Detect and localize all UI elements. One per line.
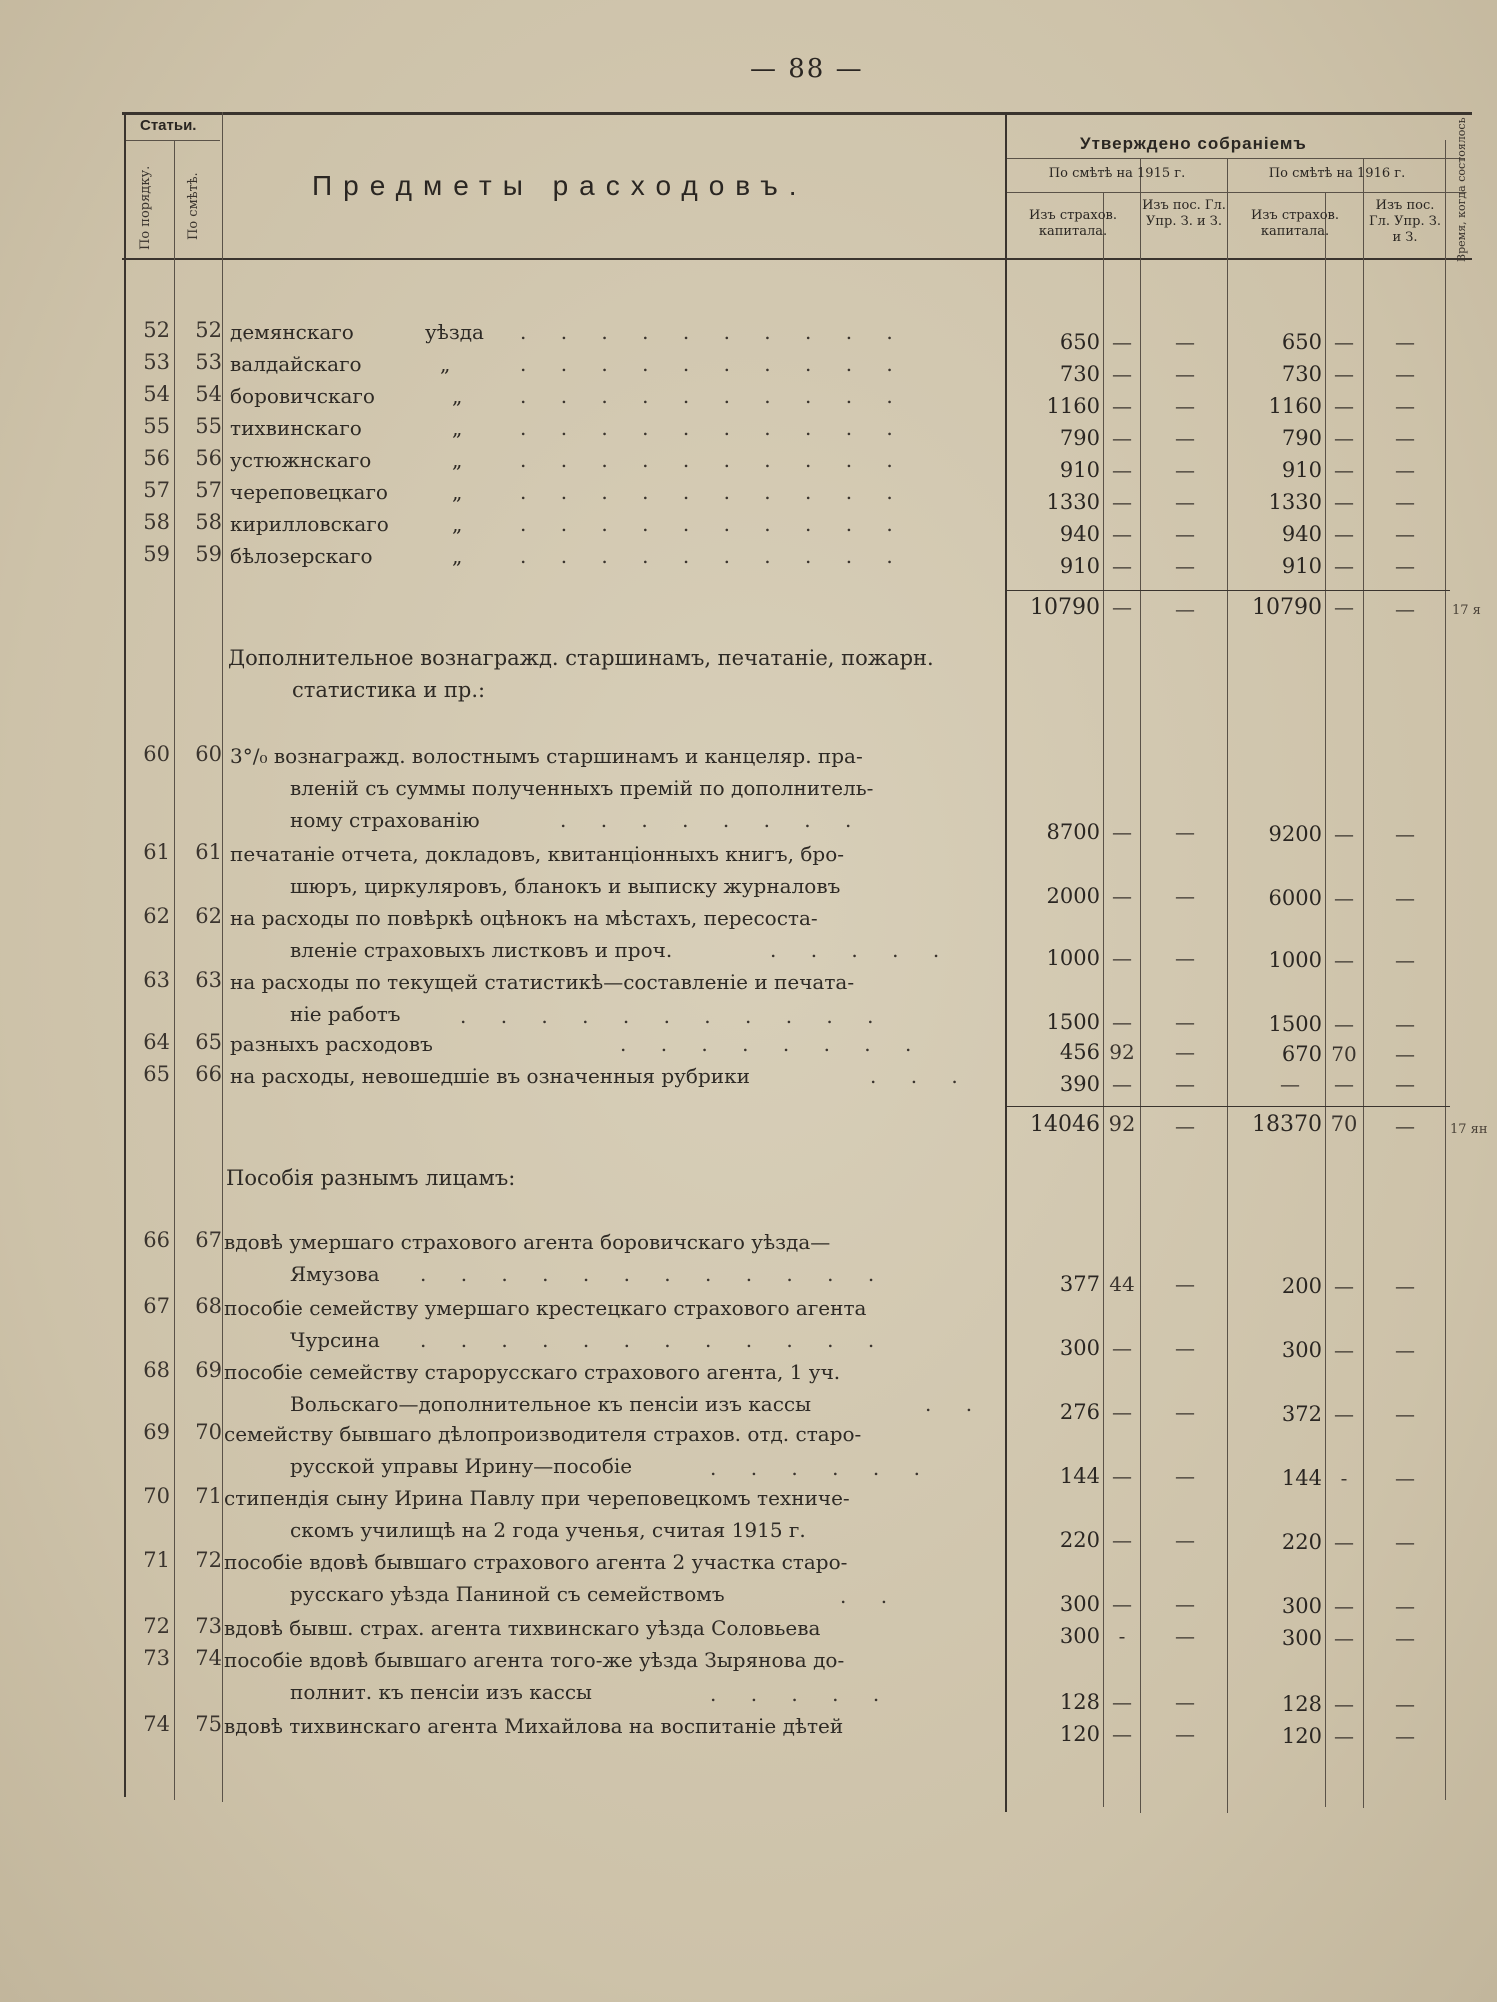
pos-1916: — [1395, 554, 1415, 578]
row-number: 52 [143, 318, 170, 342]
row-number: 57 [143, 478, 170, 502]
row-sub: „ [452, 416, 463, 440]
row-sub: „ [452, 448, 463, 472]
pos-1916: — [1395, 490, 1415, 514]
row-smeta-number: 53 [195, 350, 222, 374]
row-smeta-number: 70 [195, 1420, 222, 1444]
row-smeta-number: 67 [195, 1228, 222, 1252]
row-number: 62 [143, 904, 170, 928]
pos-1916: — [1395, 1530, 1415, 1554]
amount-1916: 9200 [1268, 822, 1322, 846]
amount-1916: 6000 [1268, 886, 1322, 910]
kop-1916: — [1334, 1724, 1354, 1748]
total-pos-1915: — [1175, 1114, 1195, 1138]
amount-1915: 1000 [1046, 946, 1100, 970]
row-sub: „ [440, 352, 451, 376]
pos-1916: — [1395, 1724, 1415, 1748]
amount-1916: 910 [1281, 554, 1322, 578]
section-heading: Дополнительное вознагражд. старшинамъ, печатаніе, пожарн. [228, 646, 934, 670]
row-number: 58 [143, 510, 170, 534]
pos-1916: — [1395, 1692, 1415, 1716]
kop-1915: — [1112, 884, 1132, 908]
amount-1915: 128 [1059, 1690, 1100, 1714]
kop-1916: — [1334, 330, 1354, 354]
row-number: 59 [143, 542, 170, 566]
kop-1915: — [1112, 1400, 1132, 1424]
pos-1915: — [1175, 884, 1195, 908]
row-text: устюжнскаго [230, 448, 372, 472]
kop-1915: — [1112, 554, 1132, 578]
row-smeta-number: 65 [195, 1030, 222, 1054]
kop-1916: — [1334, 490, 1354, 514]
row-smeta-number: 71 [195, 1484, 222, 1508]
amount-1916: 650 [1281, 330, 1322, 354]
table-title: Предметы расходовъ. [312, 170, 808, 201]
kop-1915: — [1112, 490, 1132, 514]
kop-1915: — [1112, 1336, 1132, 1360]
subtotal-rule [1005, 1106, 1450, 1107]
kop-1915: — [1112, 1464, 1132, 1488]
pos-1916: — [1395, 330, 1415, 354]
kop-1916: — [1334, 1594, 1354, 1618]
row-text: на расходы по текущей статистикѣ—составленіе и печата- [230, 970, 855, 994]
leader-dots: . . . . . . . . . . . . [420, 1262, 889, 1286]
row-smeta-number: 56 [195, 446, 222, 470]
col-divider-6 [1445, 140, 1446, 1800]
row-number: 54 [143, 382, 170, 406]
row-text: на расходы по повѣркѣ оцѣнокъ на мѣстахъ, пересоста- [230, 906, 818, 930]
row-number: 65 [143, 1062, 170, 1086]
col-smete-header: По смѣтѣ. [186, 172, 201, 240]
pos-1916: — [1395, 1402, 1415, 1426]
row-smeta-number: 55 [195, 414, 222, 438]
row-text: пособіе семейству старорусскаго страхового агента, 1 уч. [224, 1360, 841, 1384]
row-sub: „ [452, 544, 463, 568]
amount-1916: 1330 [1268, 490, 1322, 514]
row-text: семейству бывшаго дѣлопроизводителя страхов. отд. старо- [224, 1422, 862, 1446]
amount-1915: 220 [1059, 1528, 1100, 1552]
pos-1916: — [1395, 1042, 1415, 1066]
leader-dots: . . . . . . . . . . [520, 416, 907, 440]
row-text: на расходы, невошедшіе въ означенныя рубрики [230, 1064, 750, 1088]
kop-1915: — [1112, 1072, 1132, 1096]
col-pos-1915: Изъ пос. Гл. Упр. З. и З. [1142, 198, 1226, 229]
kop-1916: — [1334, 394, 1354, 418]
total-kop-1915: — [1112, 595, 1132, 619]
kop-1915: — [1112, 426, 1132, 450]
leader-dots: . . . . . . [710, 1456, 934, 1480]
pos-1915: — [1175, 1072, 1195, 1096]
kop-1916: - [1340, 1466, 1348, 1490]
col-divider-2 [222, 112, 223, 1802]
kop-1916: — [1334, 458, 1354, 482]
row-text: вдовѣ умершаго страхового агента боровичскаго уѣзда— [224, 1230, 831, 1254]
col-divider-4 [1227, 158, 1228, 1813]
margin-note: 17 я [1452, 603, 1481, 618]
row-text: пособіе вдовѣ бывшаго агента того-же уѣзда Зырянова до- [224, 1648, 845, 1672]
row-text: пособіе вдовѣ бывшаго страхового агента 2 участка старо- [224, 1550, 848, 1574]
col-strakh-1916: Изъ страхов. капитала. [1251, 208, 1339, 239]
col-poryadku-header: По порядку. [138, 165, 153, 250]
kop-1915: — [1112, 330, 1132, 354]
pos-1915: — [1175, 946, 1195, 970]
row-text-cont: полнит. къ пенсіи изъ кассы [290, 1680, 592, 1704]
row-text-cont: Чурсина [290, 1328, 380, 1352]
amount-1915: 276 [1059, 1400, 1100, 1424]
amount-1916: 910 [1281, 458, 1322, 482]
kop-1916: — [1334, 426, 1354, 450]
pos-1915: — [1175, 1592, 1195, 1616]
amount-1916: 300 [1281, 1626, 1322, 1650]
kop-1915: — [1112, 522, 1132, 546]
pos-1915: — [1175, 820, 1195, 844]
row-number: 56 [143, 446, 170, 470]
amount-1915: 144 [1059, 1464, 1100, 1488]
row-text: валдайскаго [230, 352, 362, 376]
kop-1916: — [1334, 886, 1354, 910]
row-text-cont: шюръ, циркуляровъ, бланокъ и выписку журналовъ [290, 874, 841, 898]
kop-1915: — [1112, 458, 1132, 482]
amount-divider [1005, 112, 1007, 1812]
amount-1915: 300 [1059, 1336, 1100, 1360]
leader-dots: . . . . . . . . . . [520, 512, 907, 536]
leader-dots: . . . [870, 1064, 972, 1088]
section-heading: Пособія разнымъ лицамъ: [226, 1166, 516, 1190]
kop-1916: — [1334, 1692, 1354, 1716]
leader-dots: . . . . . . . . . . [520, 352, 907, 376]
amount-1915: 1160 [1046, 394, 1100, 418]
row-smeta-number: 63 [195, 968, 222, 992]
header-bottom-rule [122, 258, 1472, 260]
row-number: 69 [143, 1420, 170, 1444]
row-text: печатаніе отчета, докладовъ, квитанціонныхъ книгъ, бро- [230, 842, 844, 866]
kop-1916: 70 [1331, 1042, 1357, 1066]
amount-1916: 940 [1281, 522, 1322, 546]
col-pos-1916: Изъ пос. Гл. Упр. З. и З. [1368, 198, 1441, 245]
row-number: 74 [143, 1712, 170, 1736]
amount-1916: 200 [1281, 1274, 1322, 1298]
pos-1915: — [1175, 1624, 1195, 1648]
row-smeta-number: 61 [195, 840, 222, 864]
row-smeta-number: 59 [195, 542, 222, 566]
row-text: боровичскаго [230, 384, 375, 408]
leader-dots: . . . . . . . . . . . . [420, 1328, 889, 1352]
total-kop-1916: — [1334, 595, 1354, 619]
row-text: кирилловскаго [230, 512, 389, 536]
kop-1916: — [1334, 1530, 1354, 1554]
kop-1915: 44 [1109, 1272, 1135, 1296]
pos-1915: — [1175, 1272, 1195, 1296]
pos-1915: — [1175, 330, 1195, 354]
row-text-cont: русской управы Ирину—пособіе [290, 1454, 633, 1478]
kop-1916: — [1334, 1274, 1354, 1298]
amount-1915: 1330 [1046, 490, 1100, 514]
row-sub: „ [452, 480, 463, 504]
pos-1915: — [1175, 1336, 1195, 1360]
col-vremya-header: Время, когда состоялось [1455, 117, 1468, 262]
row-text: разныхъ расходовъ [230, 1032, 433, 1056]
pos-1916: — [1395, 1274, 1415, 1298]
kop-1916: — [1334, 948, 1354, 972]
amount-1915: 377 [1059, 1272, 1100, 1296]
row-smeta-number: 72 [195, 1548, 222, 1572]
row-smeta-number: 69 [195, 1358, 222, 1382]
row-sub: уѣзда [425, 320, 484, 344]
leader-dots: . . . . . . . . . . [520, 448, 907, 472]
row-number: 67 [143, 1294, 170, 1318]
row-smeta-number: 68 [195, 1294, 222, 1318]
total-1916: 18370 [1252, 1112, 1322, 1137]
pos-1916: — [1395, 1338, 1415, 1362]
row-text: череповецкаго [230, 480, 388, 504]
pos-1916: — [1395, 394, 1415, 418]
amount-1916: 220 [1281, 1530, 1322, 1554]
leader-dots: . . . . . . . . [560, 808, 866, 832]
row-text: пособіе семейству умершаго крестецкаго страхового агента [224, 1296, 867, 1320]
pos-1915: — [1175, 1528, 1195, 1552]
section-heading-cont: статистика и пр.: [292, 678, 486, 702]
pos-1916: — [1395, 458, 1415, 482]
row-smeta-number: 60 [195, 742, 222, 766]
kop-1915: — [1112, 1528, 1132, 1552]
pos-1916: — [1395, 362, 1415, 386]
row-number: 60 [143, 742, 170, 766]
pos-1915: — [1175, 1464, 1195, 1488]
amount-1915: 790 [1059, 426, 1100, 450]
pos-1915: — [1175, 554, 1195, 578]
leader-dots: . . . . . . . . . . [520, 544, 907, 568]
col-divider-3 [1140, 158, 1141, 1813]
row-text-cont: ніе работъ [290, 1002, 401, 1026]
total-1915: 14046 [1030, 1112, 1100, 1137]
row-text: стипендія сыну Ирина Павлу при череповецкомъ техниче- [224, 1486, 850, 1510]
pos-1915: — [1175, 1400, 1195, 1424]
total-kop-1915: 92 [1108, 1112, 1136, 1136]
year-1916-header: По смѣтѣ на 1916 г. [1268, 166, 1406, 181]
amount-1915: 730 [1059, 362, 1100, 386]
left-border [124, 112, 126, 1797]
amount-1915: 456 [1059, 1040, 1100, 1064]
amount-1916: — [1280, 1072, 1300, 1096]
amount-1916: 300 [1281, 1594, 1322, 1618]
row-text-cont: вленіе страховыхъ листковъ и проч. [290, 938, 673, 962]
row-number: 68 [143, 1358, 170, 1382]
amount-1916: 730 [1281, 362, 1322, 386]
pos-1915: — [1175, 522, 1195, 546]
pos-1916: — [1395, 1012, 1415, 1036]
row-number: 71 [143, 1548, 170, 1572]
row-smeta-number: 66 [195, 1062, 222, 1086]
subtotal-rule [1005, 590, 1450, 591]
pos-1916: — [1395, 886, 1415, 910]
leader-dots: . . [925, 1392, 987, 1416]
leader-dots: . . [840, 1584, 902, 1608]
row-text-cont: вленій съ суммы полученныхъ премій по дополнитель- [290, 776, 874, 800]
pos-1915: — [1175, 1722, 1195, 1746]
total-pos-1916: — [1395, 1114, 1415, 1138]
amount-1916: 128 [1281, 1692, 1322, 1716]
total-1915: 10790 [1030, 595, 1100, 620]
row-text-cont: русскаго уѣзда Паниной съ семействомъ [290, 1582, 725, 1606]
kop-1916: — [1334, 1626, 1354, 1650]
row-text-cont: Вольскаго—дополнительное къ пенсіи изъ кассы [290, 1392, 812, 1416]
pos-1915: — [1175, 1690, 1195, 1714]
row-smeta-number: 54 [195, 382, 222, 406]
stati-rule [126, 140, 220, 141]
kop-1915: — [1112, 362, 1132, 386]
leader-dots: . . . . . . . . . . [520, 384, 907, 408]
pos-1915: — [1175, 490, 1195, 514]
amount-1916: 1500 [1268, 1012, 1322, 1036]
kop-1915: — [1112, 1010, 1132, 1034]
pos-1915: — [1175, 1040, 1195, 1064]
amount-1915: 910 [1059, 554, 1100, 578]
total-pos-1915: — [1175, 597, 1195, 621]
row-number: 66 [143, 1228, 170, 1252]
amount-1916: 300 [1281, 1338, 1322, 1362]
amount-1916: 372 [1281, 1402, 1322, 1426]
total-1916: 10790 [1252, 595, 1322, 620]
approved-rule [1005, 158, 1465, 159]
pos-1915: — [1175, 426, 1195, 450]
amount-1916: 1160 [1268, 394, 1322, 418]
row-text-cont: ному страхованію [290, 808, 480, 832]
row-number: 53 [143, 350, 170, 374]
pos-1916: — [1395, 1466, 1415, 1490]
row-text: демянскаго [230, 320, 354, 344]
amount-1916: 790 [1281, 426, 1322, 450]
pos-1916: — [1395, 426, 1415, 450]
amount-1916: 144 [1281, 1466, 1322, 1490]
kop-1915: — [1112, 394, 1132, 418]
amount-1915: 8700 [1046, 820, 1100, 844]
kop-divider-1 [1103, 192, 1104, 1807]
amount-1915: 300 [1059, 1624, 1100, 1648]
pos-1915: — [1175, 1010, 1195, 1034]
col-strakh-1915: Изъ страхов. капитала. [1029, 208, 1117, 239]
leader-dots: . . . . . . . . . . [520, 480, 907, 504]
leader-dots: . . . . . [770, 938, 954, 962]
amount-1916: 670 [1281, 1042, 1322, 1066]
row-sub: „ [452, 384, 463, 408]
amount-1915: 300 [1059, 1592, 1100, 1616]
row-number: 72 [143, 1614, 170, 1638]
kop-1915: — [1112, 946, 1132, 970]
row-number: 63 [143, 968, 170, 992]
kop-1916: — [1334, 362, 1354, 386]
kop-1915: — [1112, 1592, 1132, 1616]
row-number: 55 [143, 414, 170, 438]
amount-1915: 650 [1059, 330, 1100, 354]
row-smeta-number: 58 [195, 510, 222, 534]
pos-1916: — [1395, 1626, 1415, 1650]
row-text: 3°/₀ вознагражд. волостнымъ старшинамъ и канцеляр. пра- [230, 744, 863, 768]
total-kop-1916: 70 [1330, 1112, 1358, 1136]
row-text-cont: Ямузова [290, 1262, 380, 1286]
row-smeta-number: 74 [195, 1646, 222, 1670]
table-top-rule [122, 112, 1472, 115]
pos-1916: — [1395, 522, 1415, 546]
kop-1915: - [1118, 1624, 1126, 1648]
row-number: 64 [143, 1030, 170, 1054]
row-text: тихвинскаго [230, 416, 362, 440]
row-number: 61 [143, 840, 170, 864]
amount-1915: 940 [1059, 522, 1100, 546]
kop-1916: — [1334, 1402, 1354, 1426]
approved-header: Утверждено собраніемъ [1080, 134, 1307, 153]
row-sub: „ [452, 512, 463, 536]
pos-1915: — [1175, 394, 1195, 418]
kop-1916: — [1334, 1012, 1354, 1036]
pos-1916: — [1395, 948, 1415, 972]
row-number: 73 [143, 1646, 170, 1670]
kop-1915: — [1112, 820, 1132, 844]
kop-1915: 92 [1109, 1040, 1135, 1064]
kop-1915: — [1112, 1690, 1132, 1714]
year-1915-header: По смѣтѣ на 1915 г. [1048, 166, 1186, 181]
year-rule [1005, 192, 1465, 193]
row-smeta-number: 73 [195, 1614, 222, 1638]
kop-1916: — [1334, 822, 1354, 846]
kop-1915: — [1112, 1722, 1132, 1746]
row-number: 70 [143, 1484, 170, 1508]
leader-dots: . . . . . [710, 1682, 894, 1706]
kop-1916: — [1334, 554, 1354, 578]
leader-dots: . . . . . . . . . . . [460, 1004, 888, 1028]
amount-1915: 2000 [1046, 884, 1100, 908]
pos-1916: — [1395, 822, 1415, 846]
col-divider-5 [1363, 158, 1364, 1808]
pos-1916: — [1395, 1594, 1415, 1618]
leader-dots: . . . . . . . . . . [520, 320, 907, 344]
row-smeta-number: 52 [195, 318, 222, 342]
row-text: вдовѣ бывш. страх. агента тихвинскаго уѣзда Соловьева [224, 1616, 821, 1640]
margin-note: 17 ян [1450, 1122, 1488, 1137]
amount-1915: 1500 [1046, 1010, 1100, 1034]
amount-1916: 120 [1281, 1724, 1322, 1748]
kop-1916: — [1334, 522, 1354, 546]
leader-dots: . . . . . . . . [620, 1032, 926, 1056]
stati-header: Статьи. [140, 117, 197, 134]
kop-1916: — [1334, 1338, 1354, 1362]
pos-1915: — [1175, 362, 1195, 386]
row-text: вдовѣ тихвинскаго агента Михайлова на воспитаніе дѣтей [224, 1714, 844, 1738]
row-smeta-number: 57 [195, 478, 222, 502]
amount-1915: 120 [1059, 1722, 1100, 1746]
amount-1915: 910 [1059, 458, 1100, 482]
kop-1916: — [1334, 1072, 1354, 1096]
row-text-cont: скомъ училищѣ на 2 года ученья, считая 1915 г. [290, 1518, 806, 1542]
amount-1916: 1000 [1268, 948, 1322, 972]
pos-1915: — [1175, 458, 1195, 482]
kop-divider-2 [1325, 192, 1326, 1807]
row-smeta-number: 75 [195, 1712, 222, 1736]
col-divider-1 [174, 140, 175, 1800]
pos-1916: — [1395, 1072, 1415, 1096]
total-pos-1916: — [1395, 597, 1415, 621]
row-text: бѣлозерскаго [230, 544, 373, 568]
page-number: — 88 — [750, 54, 864, 84]
row-smeta-number: 62 [195, 904, 222, 928]
amount-1915: 390 [1059, 1072, 1100, 1096]
